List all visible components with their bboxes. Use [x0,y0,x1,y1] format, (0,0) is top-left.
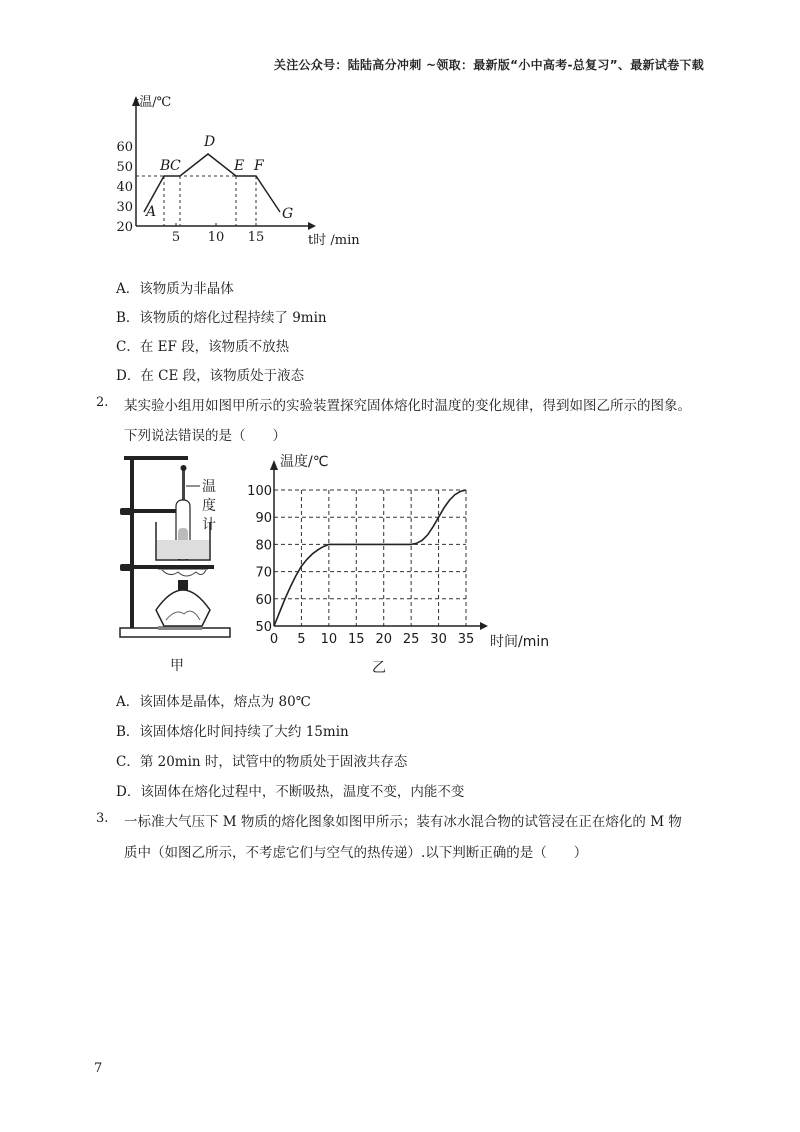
c1-point-A: A [146,204,157,220]
q2-option-a[interactable]: A．该固体是晶体，熔点为 80℃ [116,694,311,710]
q2-stem-line1: 某实验小组用如图甲所示的实验装置探究固体熔化时温度的变化规律，得到如图乙所示的图象。 [124,398,691,414]
c2-y-tick-50: 50 [255,620,272,635]
c1-y-tick-50: 50 [116,160,133,175]
q2-option-c[interactable]: C．第 20min 时，试管中的物质处于固液共存态 [116,754,408,770]
c1-point-D: D [204,134,216,150]
c1-y-tick-60: 60 [116,140,133,155]
chart-2-temperature-graph [244,448,564,680]
q2-stem-line2: 下列说法错误的是（ ） [124,428,286,444]
c2-y-tick-70: 70 [255,565,272,581]
q3-stem-line1: 一标准大气压下 M 物质的熔化图象如图甲所示；装有冰水混合物的试管浸在正在熔化的 M 物 [124,814,682,830]
caption-yi: 乙 [372,660,386,676]
q3-number: 3. [96,811,109,826]
caption-jia: 甲 [170,658,184,674]
apparatus-figure [110,448,240,678]
page-header: 关注公众号：陆陆高分冲刺 ~领取：最新版“小中高考-总复习”、最新试卷下载 [273,58,704,72]
c1-x-tick-10: 10 [207,230,225,245]
q1-option-d[interactable]: D．在 CE 段，该物质处于液态 [116,368,305,384]
q1-option-a[interactable]: A．该物质为非晶体 [116,281,234,297]
c1-point-E: E [234,158,245,174]
c2-x-tick-25: 25 [402,632,420,647]
c2-x-tick-5: 5 [297,632,306,647]
c2-y-label: 温度/℃ [280,454,329,470]
thermometer-label-3: 计 [202,517,216,533]
c2-x-tick-30: 30 [430,632,447,647]
c1-point-C: C [170,158,181,174]
thermometer-label-2: 度 [202,498,216,514]
q1-option-b[interactable]: B．该物质的熔化过程持续了 9min [116,310,327,326]
c2-x-tick-0: 0 [269,632,279,647]
q2-option-b[interactable]: B．该固体熔化时间持续了大约 15min [116,724,349,740]
thermometer-label-1: 温 [202,479,216,495]
alcohol-lamp [156,590,210,626]
c2-series-0 [274,490,466,626]
c2-x-tick-20: 20 [375,632,392,647]
c2-y-tick-80: 80 [255,538,272,554]
c1-point-G: G [282,206,294,222]
chart-1-melting-graph [96,86,376,256]
c1-x-arrow [308,222,316,230]
c1-y-tick-20: 20 [116,220,133,235]
c2-y-tick-60: 60 [255,592,272,608]
q3-stem-line2: 质中（如图乙所示，不考虑它们与空气的热传递）.以下判断正确的是（ ） [124,845,588,861]
q2-option-d[interactable]: D．该固体在熔化过程中，不断吸热，温度不变，内能不变 [116,784,465,800]
c1-y-label: t温/℃ [134,95,172,110]
c2-x-label: 时间/min [490,634,550,650]
c1-x-label: t时 /min [308,233,360,248]
c2-y-tick-90: 90 [255,511,272,527]
c2-y-tick-100: 100 [247,484,272,499]
c1-y-tick-30: 30 [116,200,133,215]
c2-y-arrow [270,460,278,470]
c2-x-tick-15: 15 [348,632,365,647]
c1-x-tick-5: 5 [171,230,181,245]
q2-number: 2. [96,395,109,410]
c1-x-tick-15: 15 [247,230,265,245]
c1-y-tick-40: 40 [116,180,133,195]
q1-option-c[interactable]: C．在 EF 段，该物质不放热 [116,339,290,355]
c2-x-tick-10: 10 [320,632,338,647]
c2-x-tick-35: 35 [457,632,475,647]
c1-point-B: B [160,158,171,174]
page-number: 7 [94,1061,103,1076]
c2-x-arrow [480,622,488,630]
c1-point-F: F [254,158,264,174]
stand-pole [130,456,134,628]
